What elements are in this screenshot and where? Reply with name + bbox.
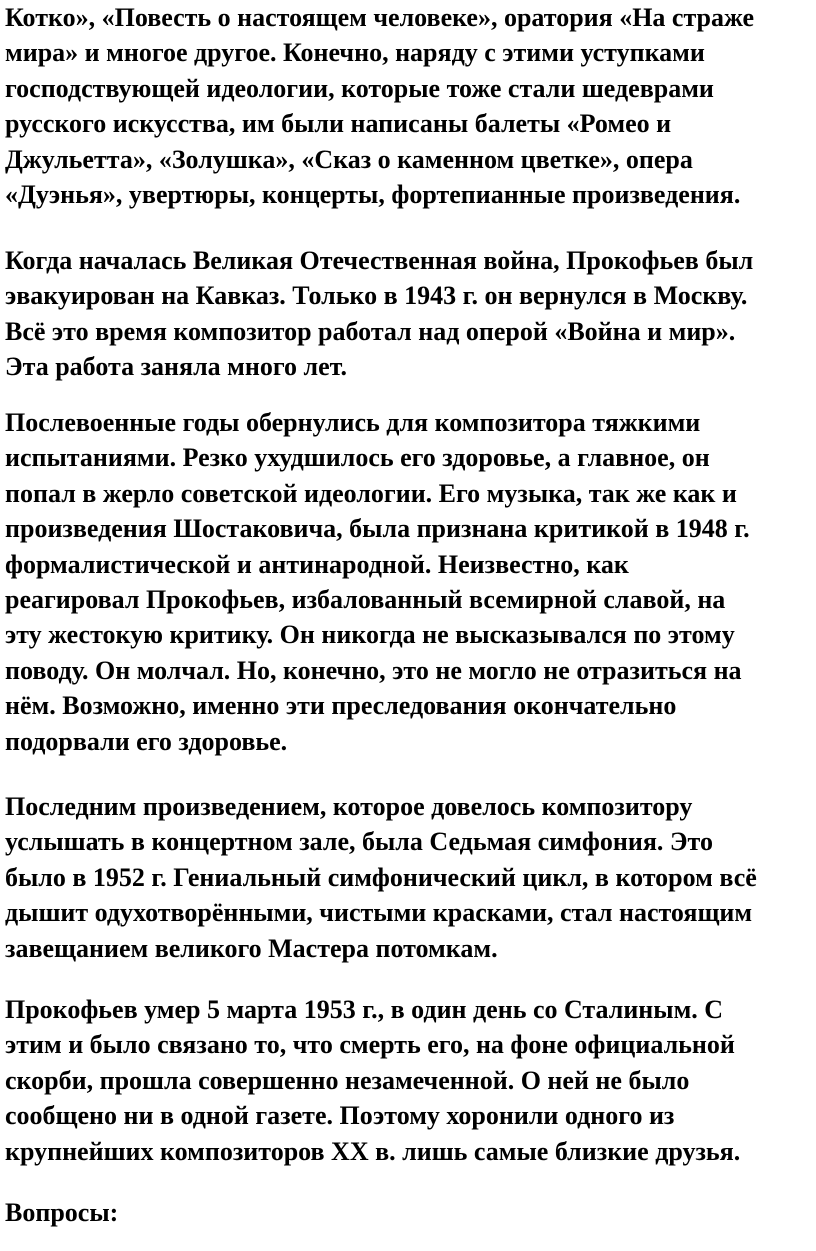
paragraph-death: Прокофьев умер 5 марта 1953 г., в один день со Сталиным. С этим и было связано то, что смерть его, на фоне официальной скорби, прошла совершенно незамеченной. О ней не было сообщено ни в одной газете. Поэтому хоронили одного из крупнейших композиторов XX в. лишь самые близкие друзья.	[5, 995, 741, 1166]
paragraph-works-list: Котко», «Повесть о настоящем человеке», оратория «На страже мира» и многое другое. Конечно, наряду с этими уступками господствующей идеологии, которые тоже стали шедеврами русского искусства, им были написаны балеты «Ромео и Джульетта», «Золушка», «Сказ о каменном цветке», опера «Дуэнья», увертюры, концерты, фортепианные произведения.	[5, 3, 755, 210]
paragraph-seventh-symphony: Последним произведением, которое довелось композитору услышать в концертном зале, была Седьмая симфония. Это было в 1952 г. Гениальный симфонический цикл, в котором всё дышит одухотворёнными, чистыми красками, стал настоящим завещанием великого Мастера потомкам.	[5, 792, 757, 963]
paragraph-postwar-years: Послевоенные годы обернулись для композитора тяжкими испытаниями. Резко ухудшилось его здоровье, а главное, он попал в жерло советской идеологии. Его музыка, так же как и произведения Шостаковича, была признана критикой в 1948 г. формалистической и антинародной. Неизвестно, как реагировал Прокофьев, избалованный всемирной славой, на эту жестокую критику. Он никогда не высказывался по этому поводу. Он молчал. Но, конечно, это не могло не отразиться на нём. Возможно, именно эти преследования окончательно подорвали его здоровье.	[5, 408, 750, 756]
paragraph-war-years: Когда началась Великая Отечественная война, Прокофьев был эвакуирован на Кавказ. Только в 1943 г. он вернулся в Москву. Всё это время композитор работал над оперой «Война и мир». Эта работа заняла много лет.	[5, 246, 754, 382]
questions-heading: Вопросы:	[5, 1198, 119, 1227]
